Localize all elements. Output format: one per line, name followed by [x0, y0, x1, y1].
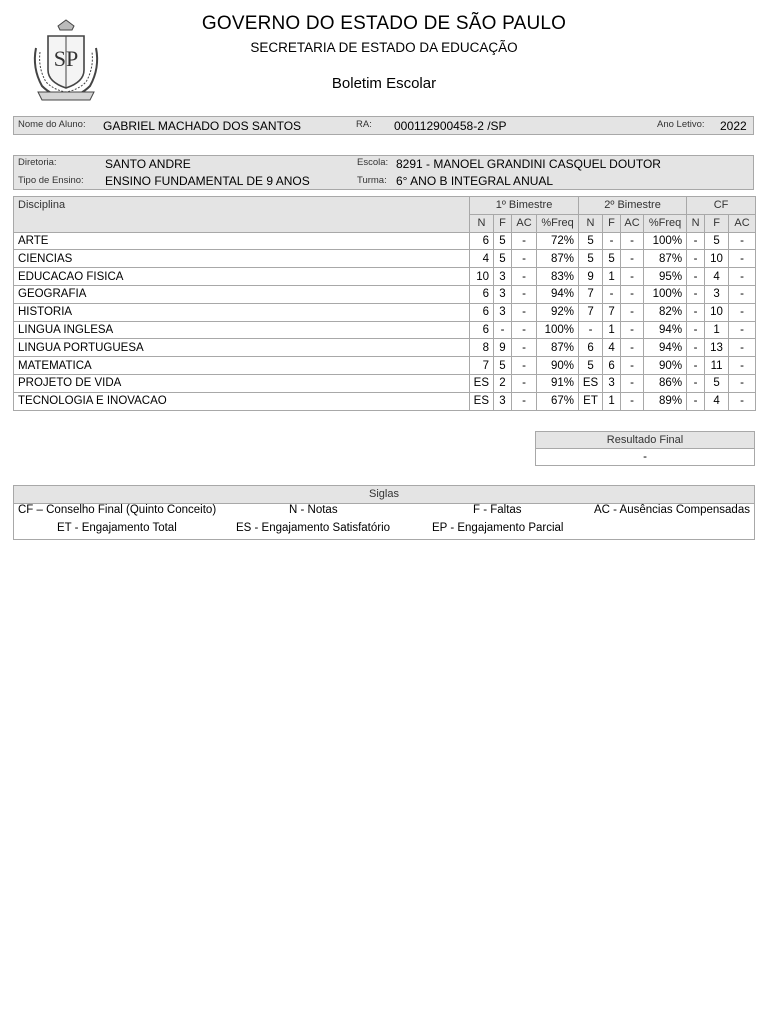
grade-cell: 2 [494, 374, 512, 392]
abbreviation-item: ET - Engajamento Total [57, 522, 177, 534]
abbreviations-header: Siglas [14, 486, 754, 504]
discipline-header: Disciplina [14, 197, 470, 233]
table-row [14, 303, 756, 321]
sub-header: F [705, 214, 729, 232]
grade-cell: 87% [644, 250, 687, 268]
discipline-name: TECNOLOGIA E INOVACAO [14, 392, 470, 410]
grade-cell: 95% [644, 268, 687, 286]
grade-cell: 5 [494, 232, 512, 250]
grade-cell: 92% [537, 303, 579, 321]
grade-cell: - [512, 285, 537, 303]
grade-cell: 4 [603, 339, 621, 357]
grade-cell: 5 [494, 357, 512, 375]
grade-cell: - [621, 392, 644, 410]
table-row [14, 374, 756, 392]
grade-cell: 86% [644, 374, 687, 392]
grade-cell: 6 [470, 285, 494, 303]
grade-cell: - [512, 392, 537, 410]
grade-cell: - [729, 321, 756, 339]
grade-cell: - [729, 374, 756, 392]
table-row [14, 321, 756, 339]
tipo-ensino-label: Tipo de Ensino: [18, 175, 84, 186]
grade-cell: 100% [644, 285, 687, 303]
grade-cell: 87% [537, 250, 579, 268]
school-info-bar [13, 155, 754, 190]
grade-cell: ET [579, 392, 603, 410]
grade-cell: 6 [470, 303, 494, 321]
bimester-1-header: 1º Bimestre [470, 197, 579, 215]
table-row [14, 268, 756, 286]
grade-cell: 1 [603, 392, 621, 410]
grade-cell: 9 [579, 268, 603, 286]
table-row [14, 357, 756, 375]
final-result-header: Resultado Final [536, 432, 755, 449]
grade-cell: 3 [603, 374, 621, 392]
bimester-2-header: 2º Bimestre [579, 197, 687, 215]
grade-cell: 6 [470, 232, 494, 250]
grade-cell: 3 [705, 285, 729, 303]
student-name: GABRIEL MACHADO DOS SANTOS [103, 119, 302, 133]
student-name-label: Nome do Aluno: [18, 119, 86, 130]
grade-cell: - [621, 374, 644, 392]
grade-cell: - [512, 374, 537, 392]
grade-cell: 11 [705, 357, 729, 375]
grade-cell: - [687, 285, 705, 303]
grade-cell: 83% [537, 268, 579, 286]
discipline-name: CIENCIAS [14, 250, 470, 268]
diretoria-label: Diretoria: [18, 157, 57, 168]
grade-cell: 6 [603, 357, 621, 375]
sub-header: N [470, 214, 494, 232]
abbreviation-item: N - Notas [289, 504, 338, 516]
grade-cell: - [687, 303, 705, 321]
escola-label: Escola: [357, 157, 389, 168]
sub-header: N [687, 214, 705, 232]
sub-header: F [603, 214, 621, 232]
grade-cell: - [512, 268, 537, 286]
grade-cell: - [579, 321, 603, 339]
grade-cell: 10 [470, 268, 494, 286]
grade-cell: 1 [705, 321, 729, 339]
grade-cell: - [687, 374, 705, 392]
sub-header: AC [729, 214, 756, 232]
ra-value: 000112900458-2 /SP [394, 119, 507, 133]
sub-header: %Freq [537, 214, 579, 232]
grades-table [13, 196, 756, 411]
grade-cell: - [621, 268, 644, 286]
grade-cell: 7 [603, 303, 621, 321]
ra-label: RA: [356, 119, 372, 130]
grade-cell: - [729, 250, 756, 268]
grade-cell: 5 [579, 357, 603, 375]
grade-cell: - [512, 303, 537, 321]
grade-cell: 100% [644, 232, 687, 250]
grade-cell: 4 [470, 250, 494, 268]
grade-cell: 6 [579, 339, 603, 357]
discipline-name: LINGUA PORTUGUESA [14, 339, 470, 357]
grade-cell: 3 [494, 268, 512, 286]
discipline-name: EDUCACAO FISICA [14, 268, 470, 286]
grade-cell: 94% [537, 285, 579, 303]
grade-cell: - [512, 232, 537, 250]
grade-cell: - [687, 392, 705, 410]
abbreviations-legend [13, 485, 755, 540]
grade-cell: 82% [644, 303, 687, 321]
grade-cell: - [603, 285, 621, 303]
grade-cell: 90% [644, 357, 687, 375]
grade-cell: - [687, 321, 705, 339]
discipline-name: ARTE [14, 232, 470, 250]
grade-cell: 9 [494, 339, 512, 357]
grade-cell: ES [470, 392, 494, 410]
grade-cell: 5 [603, 250, 621, 268]
grade-cell: - [729, 339, 756, 357]
grade-cell: - [687, 232, 705, 250]
sub-header: F [494, 214, 512, 232]
grade-cell: - [687, 250, 705, 268]
grade-cell: - [687, 357, 705, 375]
table-row [14, 285, 756, 303]
grade-cell: 13 [705, 339, 729, 357]
grade-cell: - [729, 268, 756, 286]
grade-cell: - [512, 250, 537, 268]
escola-value: 8291 - MANOEL GRANDINI CASQUEL DOUTOR [396, 157, 661, 171]
grade-cell: 1 [603, 321, 621, 339]
page-title: GOVERNO DO ESTADO DE SÃO PAULO [201, 13, 567, 34]
grade-cell: - [494, 321, 512, 339]
grade-cell: - [512, 357, 537, 375]
grade-cell: - [621, 232, 644, 250]
student-info-bar [13, 116, 754, 135]
table-row [14, 250, 756, 268]
tipo-ensino-value: ENSINO FUNDAMENTAL DE 9 ANOS [105, 174, 310, 188]
sub-header: N [579, 214, 603, 232]
grade-cell: - [512, 339, 537, 357]
final-result-box [535, 431, 755, 466]
grade-cell: - [621, 321, 644, 339]
discipline-name: PROJETO DE VIDA [14, 374, 470, 392]
table-row [14, 339, 756, 357]
page-subtitle: SECRETARIA DE ESTADO DA EDUCAÇÃO [250, 40, 518, 55]
grade-cell: - [621, 250, 644, 268]
sub-header: %Freq [644, 214, 687, 232]
turma-value: 6° ANO B INTEGRAL ANUAL [396, 174, 554, 188]
grade-cell: 7 [579, 303, 603, 321]
diretoria-value: SANTO ANDRE [105, 157, 191, 171]
grade-cell: 4 [705, 392, 729, 410]
grade-cell: 94% [644, 321, 687, 339]
grade-cell: 1 [603, 268, 621, 286]
sub-header: AC [621, 214, 644, 232]
grade-cell: - [729, 285, 756, 303]
grade-cell: - [729, 303, 756, 321]
grade-cell: - [621, 339, 644, 357]
document-title: Boletim Escolar [331, 75, 437, 92]
grade-cell: 91% [537, 374, 579, 392]
grade-cell: 5 [705, 232, 729, 250]
grade-cell: 7 [470, 357, 494, 375]
grade-cell: 5 [705, 374, 729, 392]
seal-letters: SP [53, 46, 79, 71]
cf-header: CF [687, 197, 756, 215]
table-row [14, 392, 756, 410]
grade-cell: 5 [579, 250, 603, 268]
grade-cell: 6 [470, 321, 494, 339]
grade-cell: 100% [537, 321, 579, 339]
grade-cell: - [621, 303, 644, 321]
grade-cell: 10 [705, 250, 729, 268]
year-label: Ano Letivo: [657, 119, 705, 130]
grade-cell: 72% [537, 232, 579, 250]
grade-cell: 94% [644, 339, 687, 357]
discipline-name: LINGUA INGLESA [14, 321, 470, 339]
grade-cell: 4 [705, 268, 729, 286]
grade-cell: ES [470, 374, 494, 392]
discipline-name: GEOGRAFIA [14, 285, 470, 303]
grade-cell: 3 [494, 392, 512, 410]
grade-cell: - [687, 268, 705, 286]
turma-label: Turma: [357, 175, 387, 186]
grade-cell: 3 [494, 285, 512, 303]
grade-cell: 67% [537, 392, 579, 410]
grade-cell: - [729, 392, 756, 410]
grade-cell: - [603, 232, 621, 250]
grade-cell: 90% [537, 357, 579, 375]
grade-cell: ES [579, 374, 603, 392]
abbreviation-item: CF – Conselho Final (Quinto Conceito) [18, 504, 217, 516]
grade-cell: - [729, 232, 756, 250]
grade-cell: 8 [470, 339, 494, 357]
grade-cell: - [621, 285, 644, 303]
abbreviation-item: ES - Engajamento Satisfatório [236, 522, 391, 534]
grade-cell: 5 [579, 232, 603, 250]
grade-cell: - [621, 357, 644, 375]
grade-cell: 5 [494, 250, 512, 268]
grade-cell: 89% [644, 392, 687, 410]
final-result-value: - [536, 449, 755, 466]
table-row [14, 232, 756, 250]
abbreviation-item: F - Faltas [473, 504, 522, 516]
sub-header: AC [512, 214, 537, 232]
grade-cell: 87% [537, 339, 579, 357]
grade-cell: - [729, 357, 756, 375]
grade-cell: 10 [705, 303, 729, 321]
grade-cell: 3 [494, 303, 512, 321]
grade-cell: - [512, 321, 537, 339]
grade-cell: 7 [579, 285, 603, 303]
grade-cell: - [687, 339, 705, 357]
year-value: 2022 [720, 119, 747, 133]
abbreviation-item: EP - Engajamento Parcial [432, 522, 564, 534]
discipline-name: HISTORIA [14, 303, 470, 321]
discipline-name: MATEMATICA [14, 357, 470, 375]
abbreviation-item: AC - Ausências Compensadas [594, 504, 750, 516]
